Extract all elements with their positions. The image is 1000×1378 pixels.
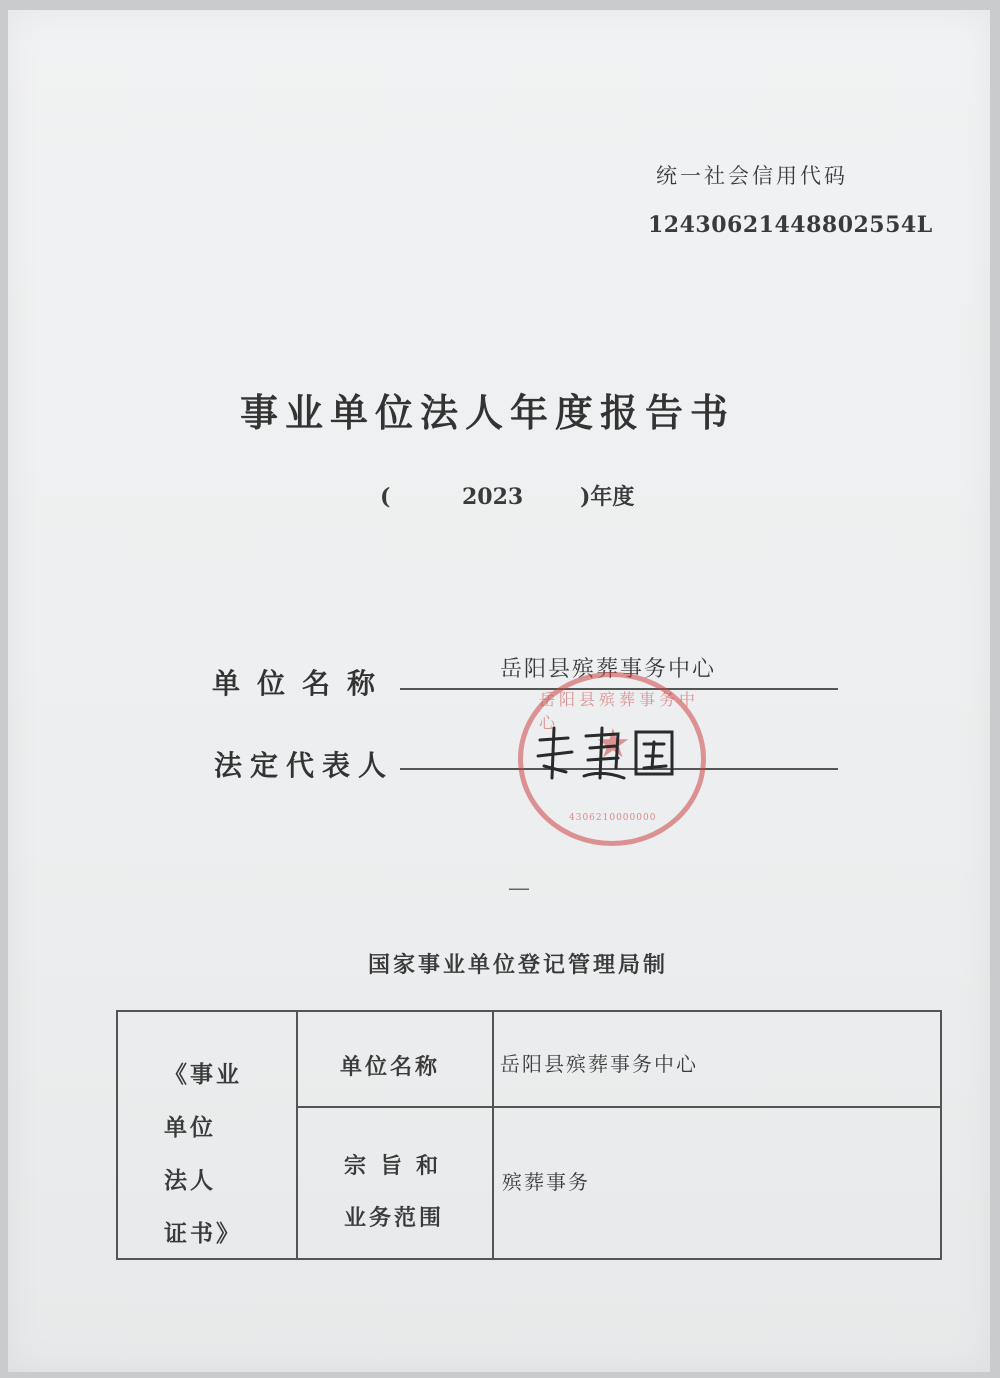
issuer-line: 国家事业单位登记管理局制 xyxy=(368,952,669,978)
unit-name-label: 单位名称 xyxy=(212,667,393,700)
report-title: 事业单位法人年度报告书 xyxy=(240,390,736,435)
table-divider xyxy=(296,1012,298,1258)
certificate-column-label xyxy=(164,1048,264,1260)
certificate-label-line: 单位 xyxy=(164,1114,216,1141)
report-year: 2023 xyxy=(462,484,524,510)
certificate-table xyxy=(116,1010,942,1260)
seal-star-icon: ★ xyxy=(595,721,631,767)
credit-code-label: 统一社会信用代码 xyxy=(656,164,848,188)
scope-label-line: 业务范围 xyxy=(344,1205,445,1231)
year-line xyxy=(380,480,634,511)
legal-rep-signature xyxy=(532,722,682,782)
table-divider xyxy=(492,1012,494,1258)
legal-rep-label: 法定代表人 xyxy=(214,749,395,782)
scope-label-line: 宗旨和 xyxy=(344,1153,453,1179)
year-suffix: )年度 xyxy=(580,484,635,510)
document-page xyxy=(8,10,990,1372)
divider-dash: — xyxy=(508,876,530,901)
certificate-label-line: 证书》 xyxy=(164,1220,242,1247)
year-open-paren: ( xyxy=(380,484,391,510)
credit-code-value: 12430621448802554L xyxy=(648,212,933,238)
seal-text: 岳阳县殡葬事务中心 xyxy=(539,690,700,732)
table-scope-value: 殡葬事务 xyxy=(502,1170,590,1194)
table-scope-label xyxy=(344,1140,452,1244)
table-divider xyxy=(296,1106,940,1108)
table-unit-name-value: 岳阳县殡葬事务中心 xyxy=(500,1052,698,1076)
certificate-label-line: 法人 xyxy=(164,1167,216,1194)
certificate-label-line: 《事业 xyxy=(164,1061,242,1088)
unit-name-value: 岳阳县殡葬事务中心 xyxy=(500,657,717,682)
table-unit-name-label: 单位名称 xyxy=(340,1054,441,1080)
seal-number: 4306210000000 xyxy=(569,813,657,823)
